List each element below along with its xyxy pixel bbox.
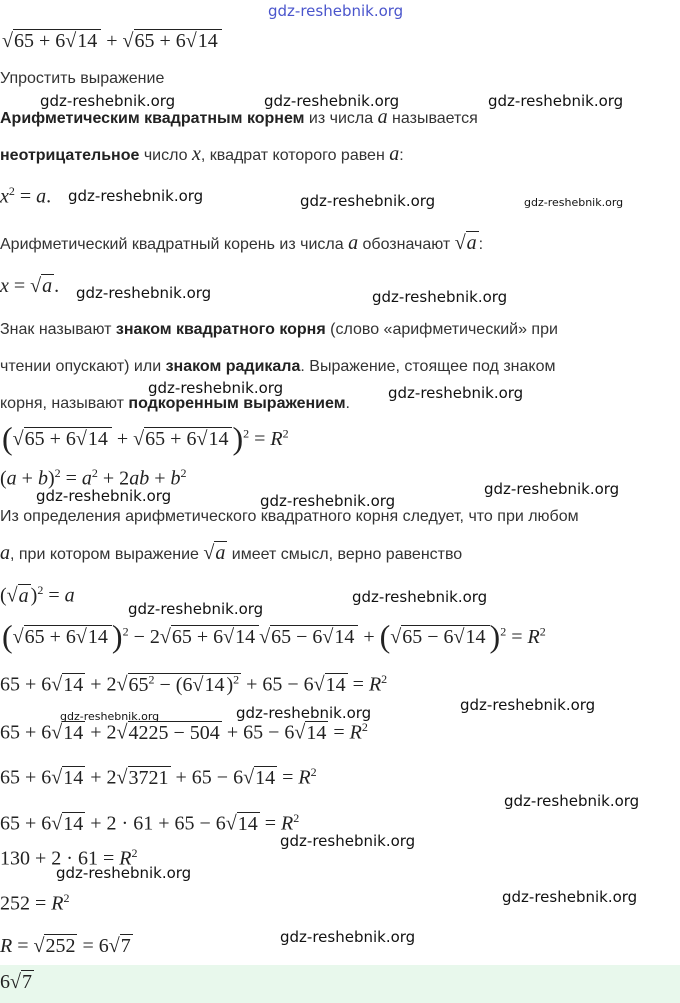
watermark: gdz-reshebnik.org: [76, 284, 212, 302]
watermark: gdz-reshebnik.org: [36, 487, 172, 505]
bold-term: неотрицательное: [0, 147, 140, 164]
eq-square-sum: (√65 + 6√14 + √65 + 6√14 )$^2 = R^2$: [2, 420, 289, 456]
eq-step-1: $65 + 6√14 + 2√65^2 - (6√14$ )$^2 + 65 - 6√14 = R^2$: [0, 672, 388, 696]
eq-expanded: (√65 + 6√14 )$^2$ − 2√65 + 6√14 √65 − 6√14 + (√65 − 6√14 )$^2 = R^2$: [2, 618, 546, 654]
watermark-top: gdz-reshebnik.org: [268, 2, 404, 20]
watermark: gdz-reshebnik.org: [460, 696, 596, 714]
text: из числа: [304, 110, 378, 127]
eq-step-5: $130 + 2 \cdot 61 = R^2$: [0, 846, 138, 870]
text: .: [345, 395, 350, 412]
sign-line-1: [0, 321, 558, 339]
text: имеет смысл, верно равенство: [227, 546, 463, 563]
answer-value: 6√7: [0, 971, 32, 993]
follow-line-2: a, при котором выражение √a имеет смысл, верно равенство: [0, 542, 463, 564]
watermark: gdz-reshebnik.org: [280, 832, 416, 850]
watermark: gdz-reshebnik.org: [260, 492, 396, 510]
watermark: gdz-reshebnik.org: [264, 92, 400, 110]
eq-binomial: $(a + b)^2 = a^2 + 2ab + b^2$: [0, 466, 187, 490]
sign-line-3: [0, 395, 350, 413]
formula-x-sqrt-a: x = √a .: [0, 275, 60, 297]
watermark: gdz-reshebnik.org: [60, 710, 160, 723]
eq-step-6: $252 = R^2$: [0, 891, 70, 915]
bold-term: знаком квадратного корня: [115, 321, 326, 338]
text: (слово «арифметический» при: [325, 321, 558, 338]
bold-term: Арифметическим квадратным корнем: [0, 110, 305, 127]
watermark: gdz-reshebnik.org: [68, 187, 204, 205]
text: Арифметический квадратный корень из числа: [0, 236, 349, 253]
watermark: gdz-reshebnik.org: [488, 92, 624, 110]
text: чтении опускают) или: [0, 358, 166, 375]
text: обозначают: [358, 236, 455, 253]
definition-line-1: Арифметическим квадратным корнем из числа a называется: [0, 106, 478, 128]
text: число: [139, 147, 192, 164]
watermark: gdz-reshebnik.org: [388, 384, 524, 402]
watermark: gdz-reshebnik.org: [300, 192, 436, 210]
watermark: gdz-reshebnik.org: [40, 92, 176, 110]
bold-term: знаком радикала: [165, 358, 301, 375]
answer-box: [0, 965, 680, 1003]
task-expression: √65 + 6√14 + √65 + 6√14: [2, 30, 222, 53]
watermark: gdz-reshebnik.org: [352, 588, 488, 606]
eq-sqrt-a-squared: (√a )$^2$ = a: [0, 583, 75, 607]
task-label: Упростить выражение: [0, 70, 165, 87]
eq-step-4: $65 + 6√14 + 2 \cdot 61 + 65 - 6√14 = R^2$: [0, 811, 300, 835]
text: :: [399, 147, 404, 164]
text: . Выражение, стоящее под знаком: [300, 358, 556, 375]
follow-line-1: Из определения арифметического квадратного корня следует, что при любом: [0, 508, 579, 525]
watermark: gdz-reshebnik.org: [504, 792, 640, 810]
text: Знак называют: [0, 321, 116, 338]
watermark: gdz-reshebnik.org: [280, 928, 416, 946]
eq-step-7: R = √252 = 6√7: [0, 935, 131, 957]
watermark: gdz-reshebnik.org: [502, 888, 638, 906]
eq-step-3: $65 + 6√14 + 2√3721 + 65 - 6√14 = R^2$: [0, 765, 317, 789]
text: , при котором выражение: [10, 546, 204, 563]
watermark: gdz-reshebnik.org: [148, 379, 284, 397]
watermark: gdz-reshebnik.org: [484, 480, 620, 498]
watermark: gdz-reshebnik.org: [372, 288, 508, 306]
sign-line-2: [0, 358, 555, 376]
formula-x2-a: $x^2 = a$.: [0, 184, 52, 208]
text: называется: [387, 110, 478, 127]
watermark: gdz-reshebnik.org: [128, 600, 264, 618]
bold-term: подкоренным выражением: [128, 395, 346, 412]
eq-step-2: $65 + 6√14 + 2√4225 - 504 + 65 - 6√14 = R^2$: [0, 720, 368, 744]
watermark: gdz-reshebnik.org: [524, 196, 624, 209]
watermark: gdz-reshebnik.org: [236, 704, 372, 722]
definition-line-2: неотрицательное число x, квадрат которого равен a:: [0, 143, 404, 165]
text: корня, называют: [0, 395, 129, 412]
denote-line: Арифметический квадратный корень из числа a обозначают √a :: [0, 232, 484, 254]
watermark: gdz-reshebnik.org: [56, 864, 192, 882]
text: , квадрат которого равен: [200, 147, 390, 164]
